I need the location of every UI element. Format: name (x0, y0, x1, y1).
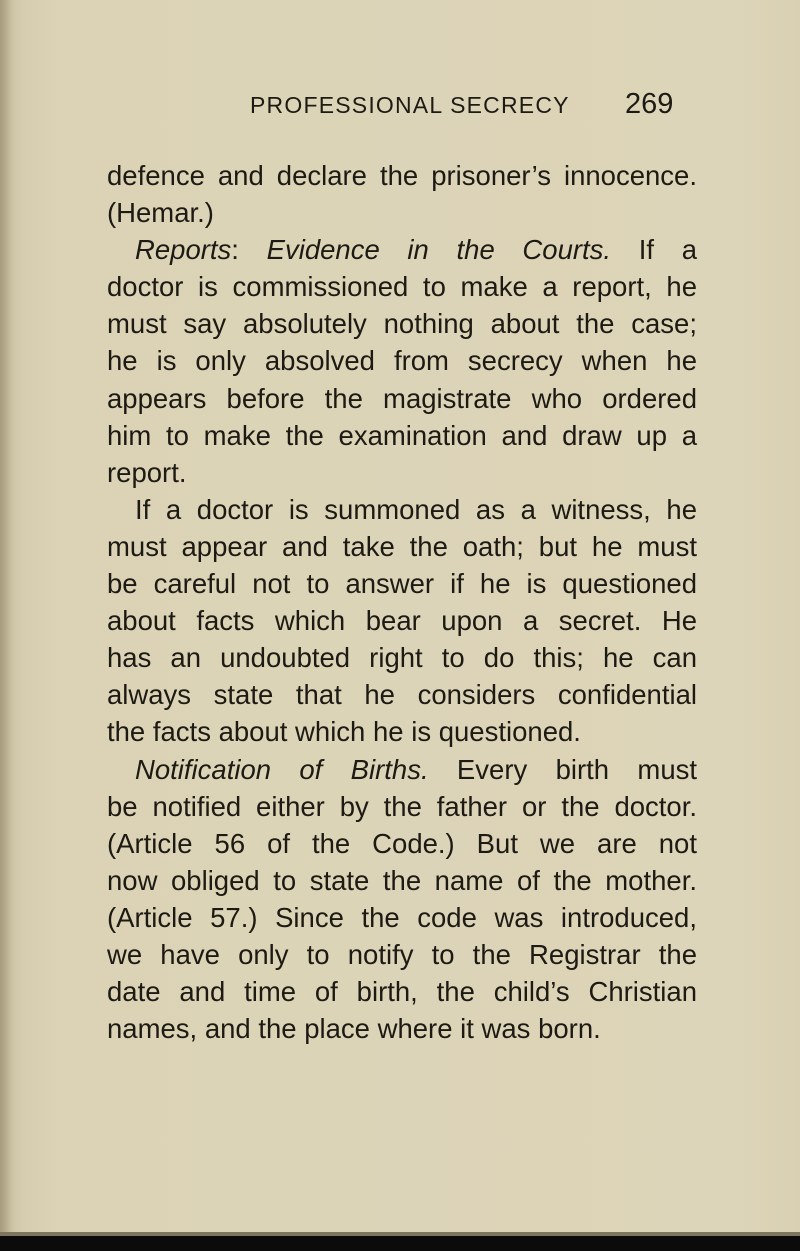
text-line: defence and declare the prisoner’s innocence. (107, 160, 697, 191)
text-line: him to make the examination and draw up a (107, 419, 697, 451)
text-segment: If a (611, 234, 697, 266)
text-line: doctor is commissioned to make a report, he (107, 271, 697, 303)
text-segment: Every birth must (428, 753, 697, 785)
text-segment: : (231, 234, 267, 266)
text-line: must say absolutely nothing about the case; (107, 308, 697, 340)
text-line: be careful not to answer if he is questioned (107, 568, 697, 600)
text-line: (Article 57.) Since the code was introduced, (107, 901, 697, 933)
text-line: must appear and take the oath; but he must (107, 530, 697, 562)
text-line: he is only absolved from secrecy when he (107, 345, 697, 377)
running-head: PROFESSIONAL SECRECY (250, 92, 570, 118)
text-line: the facts about which he is questioned. (107, 716, 581, 748)
text-line: (Article 56 of the Code.) But we are not (107, 827, 697, 859)
body-text (107, 157, 697, 1047)
scan-bottom-border (0, 1236, 800, 1251)
text-line: be notified either by the father or the doctor. (107, 790, 697, 822)
text-line (107, 231, 697, 268)
page-number: 269 (625, 88, 674, 120)
text-line: names, and the place where it was born. (107, 1013, 601, 1045)
text-line (107, 751, 697, 788)
text-line: date and time of birth, the child’s Christian (107, 976, 697, 1008)
italic-heading: Notification of Births. (135, 753, 429, 785)
text-line: appears before the magistrate who ordered (107, 382, 697, 414)
text-line: now obliged to state the name of the mother. (107, 864, 697, 896)
text-line: about facts which bear upon a secret. He (107, 605, 697, 637)
italic-heading: Evidence in the Courts. (266, 234, 612, 266)
text-line: (Hemar.) (107, 197, 214, 229)
gutter-shadow (0, 0, 14, 1251)
italic-heading: Reports (135, 234, 232, 266)
page-header (0, 86, 800, 126)
text-line: we have only to notify to the Registrar the (107, 938, 697, 970)
text-line: If a doctor is summoned as a witness, he (135, 493, 697, 525)
text-line: report. (107, 456, 187, 488)
text-line: always state that he considers confidential (107, 679, 697, 711)
text-line: has an undoubted right to do this; he can (107, 642, 697, 674)
